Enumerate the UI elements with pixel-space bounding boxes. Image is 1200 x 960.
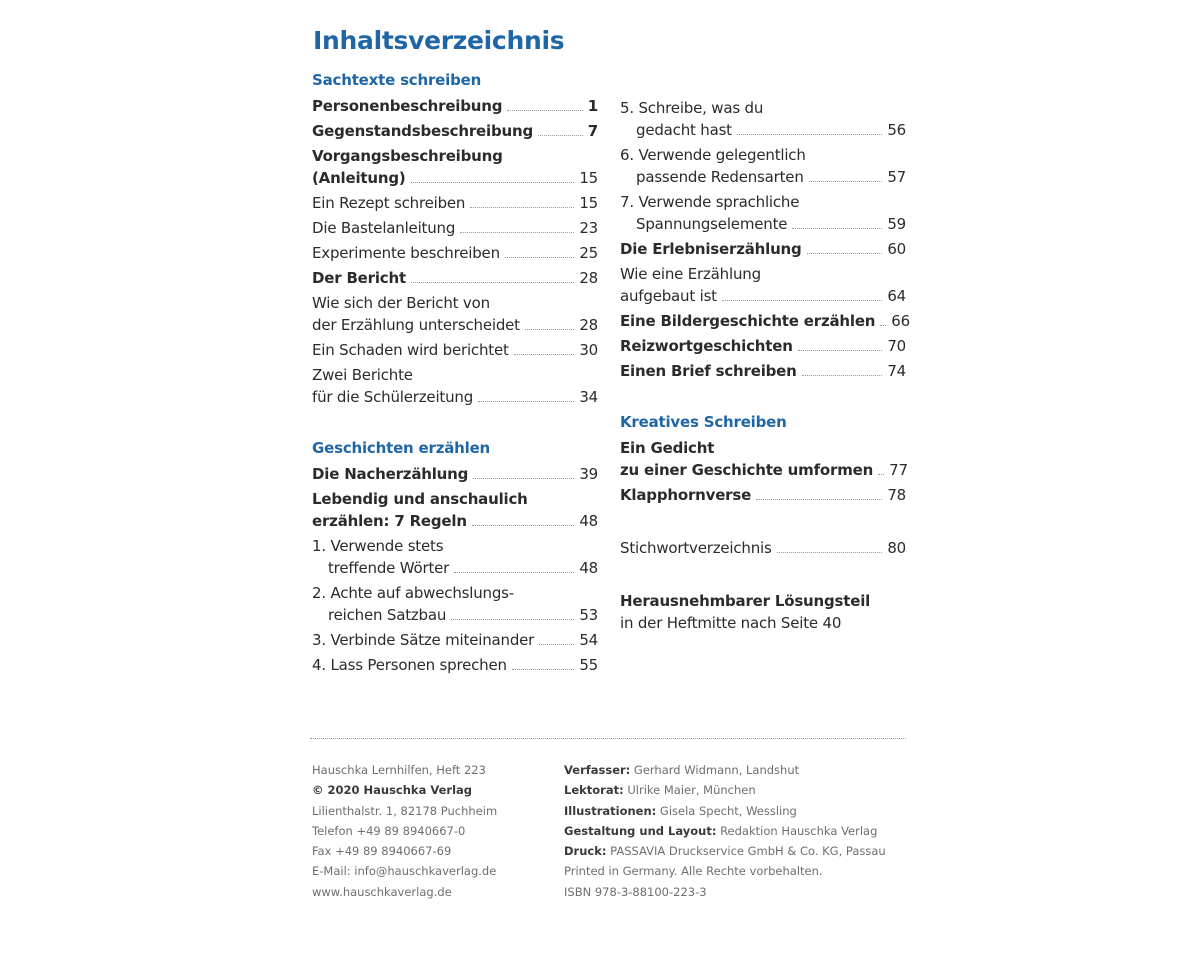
credit-layout: Gestaltung und Layout: Redaktion Hauschka Verlag <box>564 823 878 838</box>
toc-entry-gedicht[interactable]: Ein Gedicht zu einer Geschichte umformen 77 <box>620 439 908 479</box>
website-link[interactable]: www.hauschkaverlag.de <box>312 884 452 899</box>
credit-editor: Lektorat: Ulrike Maier, München <box>564 783 756 798</box>
toc-entry-regel-3[interactable]: 3. Verbinde Sätze miteinander 54 <box>312 631 598 649</box>
toc-entry-brief[interactable]: Einen Brief schreiben 74 <box>620 362 906 380</box>
toc-entry-erzaehlung-aufbau[interactable]: Wie eine Erzählung aufgebaut ist 64 <box>620 265 906 305</box>
toc-entry-bildergeschichte[interactable]: Eine Bildergeschichte erzählen 66 <box>620 312 910 330</box>
phone-line: Telefon +49 89 8940667-0 <box>312 823 466 838</box>
credit-print: Druck: PASSAVIA Druckservice GmbH & Co. KG, Passau <box>564 844 886 859</box>
isbn-line: ISBN 978-3-88100-223-3 <box>564 884 707 899</box>
toc-entry-vorgangsbeschreibung[interactable]: Vorgangsbeschreibung (Anleitung) 15 <box>312 147 598 187</box>
toc-entry-schaden[interactable]: Ein Schaden wird berichtet 30 <box>312 341 598 359</box>
toc-entry-klapphornverse[interactable]: Klapphornverse 78 <box>620 486 906 504</box>
series-line: Hauschka Lernhilfen, Heft 223 <box>312 763 486 777</box>
toc-entry-regel-1[interactable]: 1. Verwende stets treffende Wörter 48 <box>312 537 598 577</box>
credit-author: Verfasser: Gerhard Widmann, Landshut <box>564 763 800 777</box>
copyright-line: © 2020 Hauschka Verlag <box>312 783 473 798</box>
address-line: Lilienthalstr. 1, 82178 Puchheim <box>312 803 498 818</box>
toc-entry-rezept[interactable]: Ein Rezept schreiben 15 <box>312 194 598 212</box>
toc-left-column <box>312 68 598 676</box>
toc-entry-zwei-berichte[interactable]: Zwei Berichte für die Schülerzeitung 34 <box>312 366 598 406</box>
toc-entry-regel-5[interactable]: 5. Schreibe, was du gedacht hast 56 <box>620 99 906 139</box>
toc-entry-regel-6[interactable]: 6. Verwende gelegentlich passende Redensarten 57 <box>620 146 906 186</box>
toc-entry-personenbeschreibung[interactable]: Personenbeschreibung 1 <box>312 97 598 115</box>
toc-entry-bericht[interactable]: Der Bericht 28 <box>312 269 598 287</box>
page-title: Inhaltsverzeichnis <box>313 26 565 55</box>
book-page <box>300 0 920 960</box>
rights-line: Printed in Germany. Alle Rechte vorbehalten. <box>564 864 823 879</box>
toc-entry-stichwortverzeichnis[interactable]: Stichwortverzeichnis 80 <box>620 539 906 557</box>
section-heading-geschichten: Geschichten erzählen <box>312 439 491 457</box>
footer-divider <box>310 738 906 739</box>
fax-line: Fax +49 89 8940667-69 <box>312 844 452 859</box>
section-heading-sachtexte: Sachtexte schreiben <box>312 71 482 89</box>
imprint-publisher <box>312 760 552 902</box>
toc-entry-gegenstandsbeschreibung[interactable]: Gegenstandsbeschreibung 7 <box>312 122 598 140</box>
credit-illustrations: Illustrationen: Gisela Specht, Wessling <box>564 803 797 818</box>
toc-entry-regel-2[interactable]: 2. Achte auf abwechslungs- reichen Satzbau 53 <box>312 584 598 624</box>
toc-entry-regel-7[interactable]: 7. Verwende sprachliche Spannungselemente 59 <box>620 193 906 233</box>
solutions-note: Herausnehmbarer Lösungsteil in der Heftmitte nach Seite 40 <box>620 592 871 632</box>
toc-entry-bastelanleitung[interactable]: Die Bastelanleitung 23 <box>312 219 598 237</box>
toc-entry-reizwortgeschichten[interactable]: Reizwortgeschichten 70 <box>620 337 906 355</box>
toc-entry-bericht-unterschied[interactable]: Wie sich der Bericht von der Erzählung unterscheidet 28 <box>312 294 598 334</box>
toc-entry-experimente[interactable]: Experimente beschreiben 25 <box>312 244 598 262</box>
toc-entry-lebendig-erzaehlen[interactable]: Lebendig und anschaulich erzählen: 7 Regeln 48 <box>312 490 598 530</box>
imprint-credits <box>564 760 924 902</box>
toc-entry-nacherzaehlung[interactable]: Die Nacherzählung 39 <box>312 465 598 483</box>
toc-entry-regel-4[interactable]: 4. Lass Personen sprechen 55 <box>312 656 598 674</box>
toc-entry-erlebniserzaehlung[interactable]: Die Erlebniserzählung 60 <box>620 240 906 258</box>
email-link[interactable]: E-Mail: info@hauschkaverlag.de <box>312 864 497 879</box>
section-heading-kreatives: Kreatives Schreiben <box>620 413 787 431</box>
toc-right-column <box>620 94 910 634</box>
